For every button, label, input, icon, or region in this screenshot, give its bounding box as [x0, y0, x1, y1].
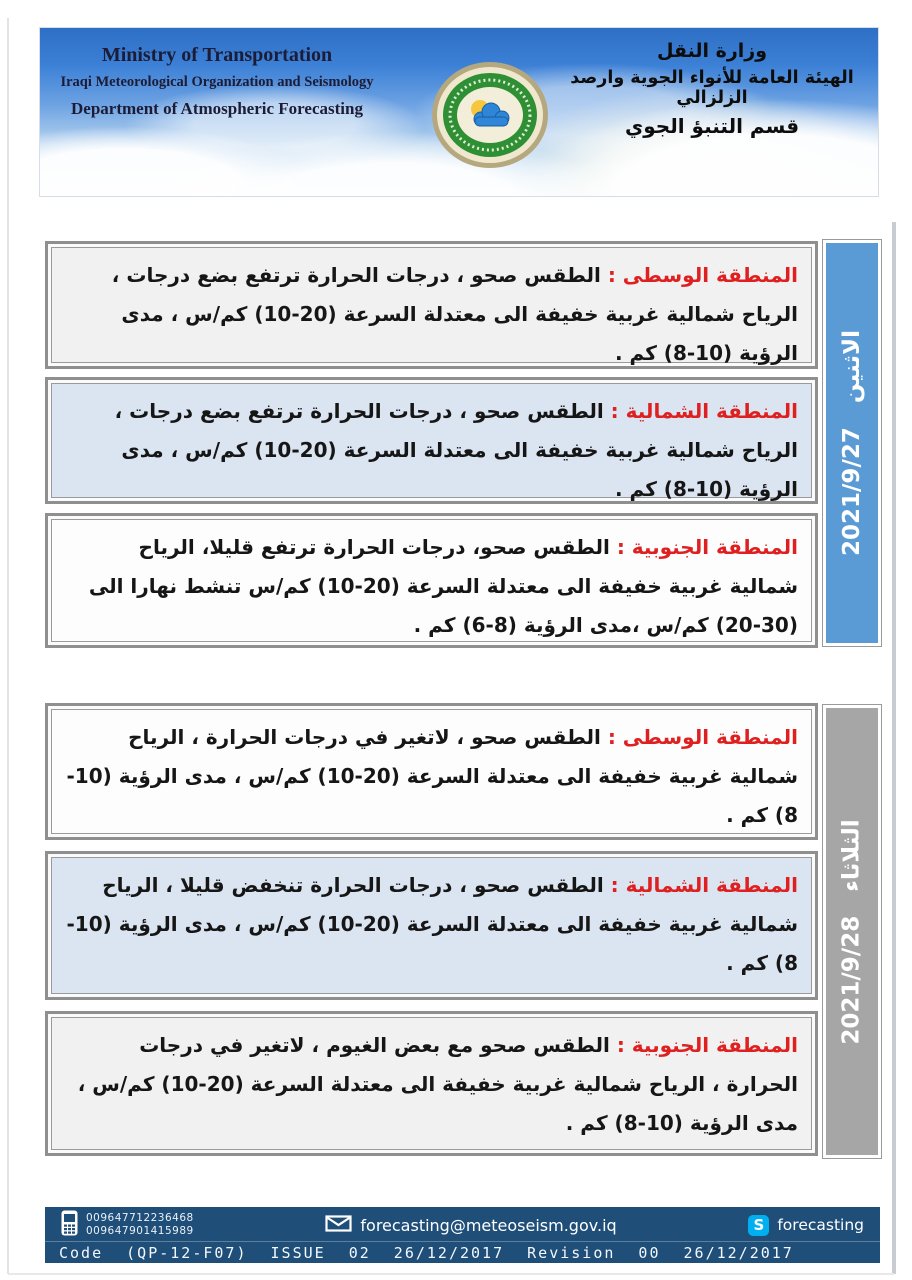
phone-number-2: 009647901415989 — [86, 1225, 194, 1237]
email-address: forecasting@meteoseism.gov.iq — [360, 1215, 617, 1235]
monday-central-forecast-box — [45, 241, 818, 369]
region-title: المنطقة الشمالية : — [603, 873, 798, 897]
forecast-text: الطقس صحو ، درجات الحرارة ترتفع بضع درجات ، الرياح شمالية غربية خفيفة الى معتدلة السرعة (20-10) كم/س ، مدى الرؤية (10-8) كم . — [114, 399, 798, 501]
header-arabic-block — [552, 40, 872, 138]
monday-southern-forecast-box — [45, 513, 818, 648]
photo-edge-right — [892, 222, 896, 1274]
region-title: المنطقة الجنوبية : — [609, 1033, 798, 1057]
tuesday-southern-forecast-box — [45, 1011, 818, 1156]
department-name-ar: قسم التنبؤ الجوي — [624, 114, 800, 138]
day-date: 2021/9/27 — [839, 427, 866, 556]
region-title: المنطقة الجنوبية : — [609, 535, 798, 559]
monday-northern-forecast-box — [45, 377, 818, 504]
tuesday-date-tab — [822, 704, 882, 1159]
region-title: المنطقة الوسطى : — [600, 725, 798, 749]
department-name-en: Department of Atmospheric Forecasting — [71, 99, 363, 118]
forecast-text: الطقس صحو مع بعض الغيوم ، لاتغير في درجات الحرارة ، الرياح شمالية غربية خفيفة الى معتدلة السرعة (20-10) كم/س ، مدى الرؤية (10-8) كم . — [77, 1033, 798, 1135]
skype-icon: S — [748, 1215, 769, 1236]
monday-date-tab — [822, 239, 882, 647]
region-title: المنطقة الشمالية : — [603, 399, 798, 423]
photo-edge-bottom — [8, 1273, 894, 1275]
contact-footer-bar — [45, 1207, 880, 1263]
tuesday-date-label — [839, 819, 865, 1044]
forecast-text: الطقس صحو، درجات الحرارة ترتفع قليلا، الرياح شمالية غربية خفيفة الى معتدلة السرعة (20-10) كم/س تنشط نهارا الى (30-20) كم/س ،مدى الرؤية (8-6) كم . — [88, 535, 798, 637]
photo-edge-left — [7, 18, 9, 1274]
organization-name-ar: الهيئة العامة للأنواء الجوية وارصد الزلزالي — [570, 68, 854, 108]
mail-icon — [325, 1215, 352, 1236]
day-name: الثلاثاء — [839, 818, 866, 892]
skype-contact-group — [748, 1215, 864, 1236]
tuesday-northern-forecast-box — [45, 851, 818, 1000]
day-date: 2021/9/28 — [839, 915, 866, 1045]
organization-logo-icon — [430, 60, 550, 170]
phone-icon — [61, 1210, 78, 1240]
forecast-text: الطقس صحو ، درجات الحرارة تنخفض قليلا ، الرياح شمالية غربية خفيفة الى معتدلة السرعة (20-10) كم/س ، مدى الرؤية (10-8) كم . — [66, 873, 798, 975]
document-code-line: Code (QP-12-F07) ISSUE 02 26/12/2017 Revision 00 26/12/2017 — [45, 1241, 880, 1264]
forecast-text: الطقس صحو ، لاتغير في درجات الحرارة ، الرياح شمالية غربية خفيفة الى معتدلة السرعة (20-10) كم/س ، مدى الرؤية (10-8) كم . — [66, 725, 798, 827]
email-contact-group — [325, 1215, 616, 1236]
phone-number-1: 009647712236468 — [86, 1212, 194, 1225]
organization-name-en: Iraqi Meteorological Organization and Seismology — [60, 74, 374, 90]
ministry-name-ar: وزارة النقل — [656, 40, 768, 62]
skype-username: forecasting — [777, 1216, 864, 1234]
monday-date-label — [839, 330, 865, 556]
day-name: الاثنين — [839, 330, 866, 404]
phone-contact-group — [61, 1210, 194, 1240]
letterhead-banner — [40, 28, 878, 196]
region-title: المنطقة الوسطى : — [600, 263, 798, 287]
ministry-name-en: Ministry of Transportation — [101, 44, 333, 66]
tuesday-central-forecast-box — [45, 703, 818, 840]
phone-numbers — [86, 1212, 194, 1237]
forecast-text: الطقس صحو ، درجات الحرارة ترتفع بضع درجات ، الرياح شمالية غربية خفيفة الى معتدلة السرعة (20-10) كم/س ، مدى الرؤية (10-8) كم . — [111, 263, 798, 365]
header-english-block — [52, 44, 382, 119]
